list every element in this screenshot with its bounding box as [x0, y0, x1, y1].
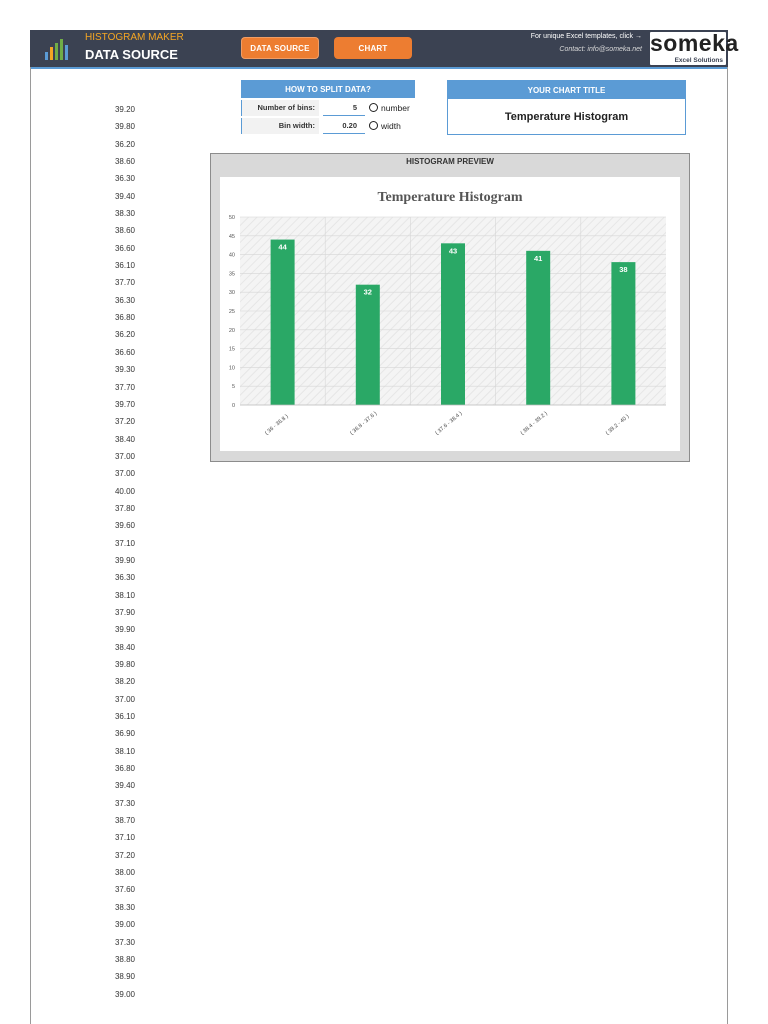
data-value-cell[interactable]: 38.40 [114, 642, 135, 652]
someka-logo[interactable] [650, 30, 739, 65]
bar-value-label: 43 [448, 246, 458, 256]
data-value-cell[interactable]: 39.80 [114, 122, 135, 132]
data-source-column [90, 101, 135, 1003]
y-tick-label: 45 [228, 233, 235, 240]
data-value-cell[interactable]: 38.60 [114, 157, 135, 167]
data-value-cell[interactable]: 38.30 [114, 209, 135, 219]
data-value-cell[interactable]: 38.30 [114, 902, 135, 912]
width-label: Bin width: [241, 118, 319, 134]
data-value-cell[interactable]: 38.10 [114, 590, 135, 600]
data-value-cell[interactable]: 37.60 [114, 885, 135, 895]
app-header [30, 30, 739, 69]
y-tick-label: 15 [228, 346, 235, 353]
data-value-cell[interactable]: 36.80 [114, 313, 135, 323]
chart-title-heading: YOUR CHART TITLE [448, 81, 685, 99]
x-tick-label: ( 36.8 - 37.6 ) [349, 410, 379, 437]
data-value-cell[interactable]: 39.00 [114, 989, 135, 999]
sheet-border-right [727, 67, 728, 1024]
data-value-cell[interactable]: 38.70 [114, 816, 135, 826]
y-tick-label: 10 [228, 365, 235, 372]
y-tick-label: 30 [228, 290, 235, 297]
app-name: HISTOGRAM MAKER [85, 32, 184, 43]
data-value-cell[interactable]: 39.90 [114, 625, 135, 635]
histogram-chart [220, 177, 680, 451]
chart-title-input[interactable]: Temperature Histogram [504, 111, 629, 123]
section-title: DATA SOURCE [85, 47, 178, 62]
data-value-cell[interactable]: 36.60 [114, 347, 135, 357]
data-value-cell[interactable]: 36.30 [114, 295, 135, 305]
histogram-bar [441, 243, 465, 405]
data-value-cell[interactable]: 39.20 [114, 105, 135, 114]
contact-email: Contact: info@someka.net [559, 46, 642, 53]
data-value-cell[interactable]: 37.70 [114, 278, 135, 288]
sheet-border-left [30, 67, 31, 1024]
histogram-preview-panel [210, 153, 690, 462]
data-value-cell[interactable]: 39.00 [114, 920, 135, 930]
y-tick-label: 40 [228, 252, 235, 259]
data-value-cell[interactable]: 39.80 [114, 660, 135, 669]
bar-value-label: 38 [619, 265, 628, 275]
data-value-cell[interactable]: 39.40 [114, 781, 135, 791]
y-tick-label: 25 [228, 309, 235, 315]
data-value-cell[interactable]: 37.10 [114, 538, 135, 548]
y-tick-label: 50 [228, 215, 235, 221]
data-value-cell[interactable]: 37.70 [114, 382, 135, 392]
data-value-cell[interactable]: 37.20 [114, 850, 135, 860]
data-source-button[interactable]: DATA SOURCE [241, 37, 319, 59]
number-radio-label: number [381, 103, 410, 113]
data-value-cell[interactable]: 38.10 [114, 746, 135, 756]
data-value-cell[interactable]: 37.00 [114, 694, 135, 704]
data-value-cell[interactable]: 36.80 [114, 764, 135, 774]
brand-name: someka [650, 30, 739, 56]
histogram-bar [356, 285, 380, 405]
data-value-cell[interactable]: 40.00 [114, 486, 135, 496]
data-value-cell[interactable]: 38.00 [114, 868, 135, 878]
data-value-cell[interactable]: 39.70 [114, 399, 135, 409]
chart-button[interactable]: CHART [334, 37, 412, 59]
x-tick-label: ( 37.6 - 38.4 ) [434, 410, 464, 437]
x-tick-label: ( 38.4 - 39.2 ) [519, 410, 549, 437]
templates-link[interactable]: For unique Excel templates, click → [530, 33, 642, 40]
data-value-cell[interactable]: 37.30 [114, 798, 135, 808]
number-radio[interactable] [369, 103, 378, 112]
data-value-cell[interactable]: 36.20 [114, 139, 135, 149]
data-value-cell[interactable]: 37.00 [114, 469, 135, 479]
chart-title: Temperature Histogram [377, 190, 523, 205]
data-value-cell[interactable]: 38.20 [114, 677, 135, 687]
chart-area [220, 177, 680, 451]
data-value-cell[interactable]: 37.20 [114, 417, 135, 427]
y-tick-label: 20 [228, 327, 235, 334]
data-value-cell[interactable]: 38.80 [114, 954, 135, 964]
x-tick-label: ( 39.2 - 40 ) [604, 413, 631, 437]
width-input[interactable]: 0.20 [323, 118, 365, 134]
data-value-cell[interactable]: 39.90 [114, 555, 135, 565]
data-value-cell[interactable]: 37.80 [114, 503, 135, 513]
histogram-bar [271, 240, 295, 405]
bins-input[interactable]: 5 [323, 100, 365, 116]
width-radio[interactable] [369, 121, 378, 130]
x-tick-label: ( 36 - 36.8 ) [264, 413, 290, 437]
data-value-cell[interactable]: 37.00 [114, 451, 135, 461]
data-value-cell[interactable]: 37.90 [114, 607, 135, 617]
data-value-cell[interactable]: 36.20 [114, 330, 135, 340]
brand-subtitle: Excel Solutions [674, 57, 723, 64]
data-value-cell[interactable]: 39.60 [114, 521, 135, 531]
split-settings-panel [241, 80, 415, 136]
data-value-cell[interactable]: 36.10 [114, 712, 135, 722]
bar-value-label: 44 [278, 242, 287, 252]
bar-chart-logo-icon [42, 34, 70, 62]
histogram-bar [526, 251, 550, 405]
histogram-bar [611, 262, 635, 405]
data-value-cell[interactable]: 37.30 [114, 937, 135, 947]
data-value-cell[interactable]: 39.40 [114, 191, 135, 201]
bar-value-label: 32 [363, 287, 372, 297]
data-value-cell[interactable]: 38.90 [114, 972, 135, 982]
data-value-cell[interactable]: 37.10 [114, 833, 135, 843]
chart-title-panel [447, 80, 686, 135]
data-value-cell[interactable]: 36.10 [114, 261, 135, 271]
data-value-cell[interactable]: 38.40 [114, 434, 135, 444]
y-tick-label: 0 [231, 403, 235, 409]
width-radio-label: width [381, 121, 401, 131]
data-value-cell[interactable]: 38.60 [114, 226, 135, 236]
data-value-cell[interactable]: 36.30 [114, 174, 135, 184]
y-tick-label: 5 [231, 384, 235, 391]
data-value-cell[interactable]: 36.90 [114, 729, 135, 739]
bar-value-label: 41 [534, 253, 543, 263]
preview-heading: HISTOGRAM PREVIEW [406, 157, 494, 166]
data-value-cell[interactable]: 39.30 [114, 365, 135, 375]
y-tick-label: 35 [228, 271, 235, 278]
data-value-cell[interactable]: 36.60 [114, 243, 135, 253]
split-heading: HOW TO SPLIT DATA? [241, 80, 415, 98]
data-value-cell[interactable]: 36.30 [114, 573, 135, 583]
bins-label: Number of bins: [241, 100, 319, 116]
